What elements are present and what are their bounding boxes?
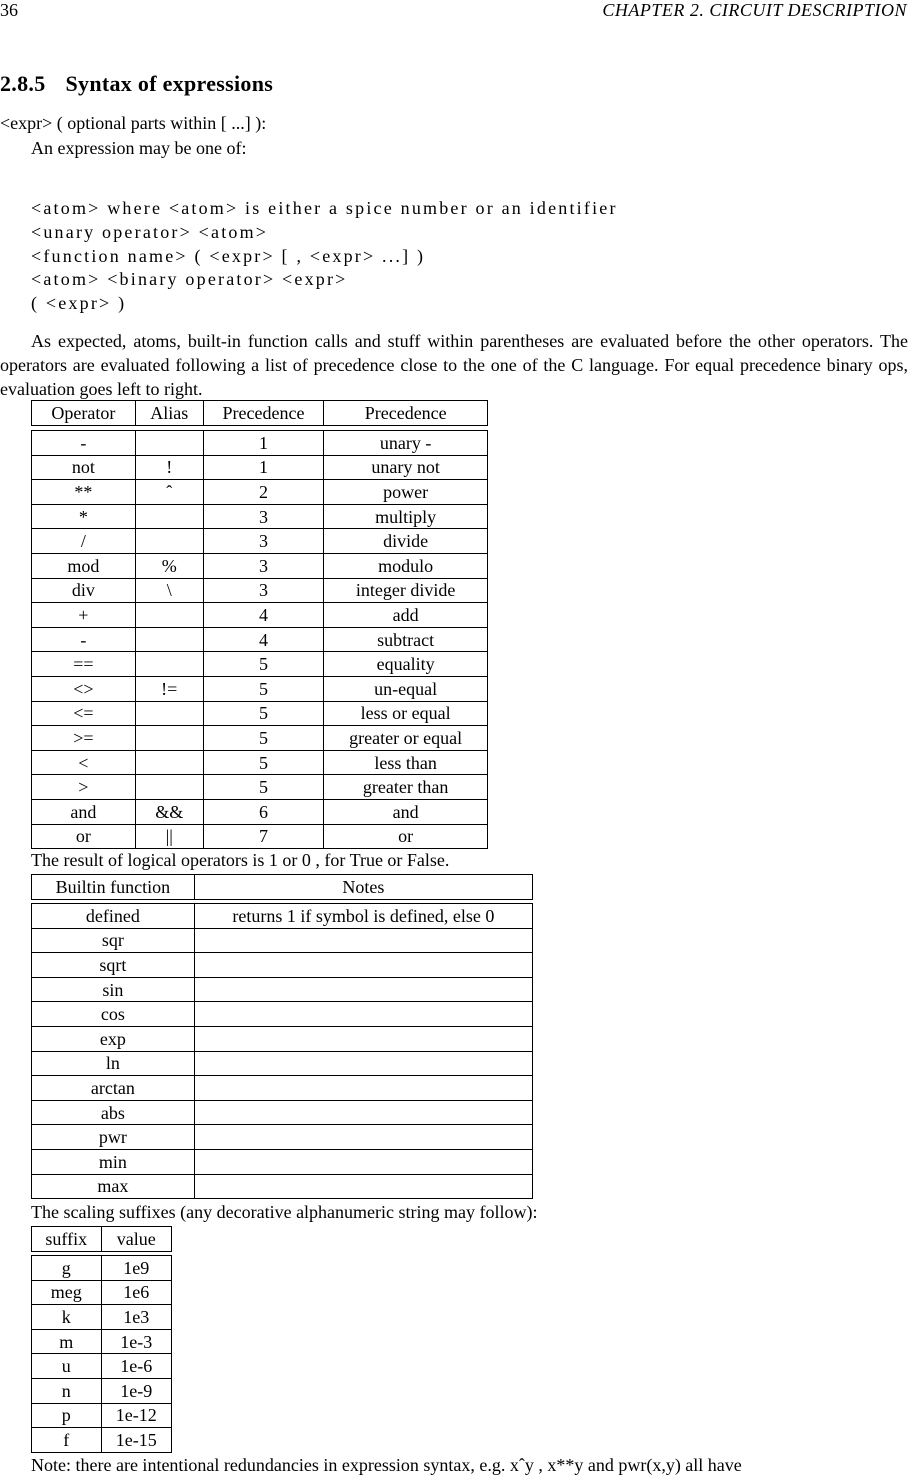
operator-cell: < — [32, 750, 136, 775]
final-note: Note: there are intentional redundancies in expression syntax, e.g. xˆy , x**y and pwr(x,y) all have — [31, 1455, 742, 1475]
function-notes-cell — [194, 1051, 532, 1076]
header-operator: Operator — [32, 401, 136, 426]
alias-cell — [135, 750, 203, 775]
operator-cell: <= — [32, 701, 136, 726]
table-row — [32, 928, 533, 953]
table-row — [32, 750, 488, 775]
table-row — [32, 455, 488, 480]
table-row — [32, 1378, 172, 1403]
body-paragraph — [0, 329, 908, 401]
section-heading — [0, 71, 273, 97]
description-cell: greater than — [324, 775, 488, 800]
table-row — [32, 701, 488, 726]
description-cell: greater or equal — [324, 726, 488, 751]
precedence-cell: 5 — [203, 750, 324, 775]
table-row — [32, 1076, 533, 1101]
description-cell: equality — [324, 652, 488, 677]
description-cell: power — [324, 480, 488, 505]
table-row — [32, 1026, 533, 1051]
intro-line-1: <expr> ( optional parts within [ ...] ): — [0, 113, 267, 133]
chapter-header: CHAPTER 2. CIRCUIT DESCRIPTION — [602, 0, 907, 20]
header-notes: Notes — [194, 875, 532, 900]
table-row — [32, 578, 488, 603]
precedence-cell: 1 — [203, 455, 324, 480]
precedence-cell: 2 — [203, 480, 324, 505]
function-name-cell: abs — [32, 1100, 195, 1125]
header-value: value — [101, 1227, 171, 1252]
suffix-cell: m — [32, 1329, 102, 1354]
table-row — [32, 529, 488, 554]
precedence-cell: 5 — [203, 775, 324, 800]
precedence-cell: 5 — [203, 652, 324, 677]
table-row — [32, 953, 533, 978]
function-notes-cell — [194, 1026, 532, 1051]
header-builtin-function: Builtin function — [32, 875, 195, 900]
table-row — [32, 603, 488, 628]
value-cell: 1e-9 — [101, 1378, 171, 1403]
suffix-cell: n — [32, 1378, 102, 1403]
operator-cell: - — [32, 431, 136, 456]
function-name-cell: pwr — [32, 1125, 195, 1150]
function-name-cell: min — [32, 1149, 195, 1174]
table-row — [32, 480, 488, 505]
table-row — [32, 799, 488, 824]
precedence-cell: 3 — [203, 504, 324, 529]
description-cell: subtract — [324, 627, 488, 652]
function-name-cell: sin — [32, 977, 195, 1002]
alias-cell — [135, 726, 203, 751]
operator-cell: <> — [32, 676, 136, 701]
table-row — [32, 977, 533, 1002]
table-row — [32, 1403, 172, 1428]
paragraph-text: As expected, atoms, built-in function calls and stuff within parentheses are evaluated before the other operators. The operators are evaluated following a list of precedence close to the one of the C language. For equal precedence binary ops, evaluation goes left to right. — [0, 331, 908, 399]
alias-cell: \ — [135, 578, 203, 603]
value-cell: 1e-3 — [101, 1329, 171, 1354]
function-table — [31, 903, 533, 1199]
description-cell: integer divide — [324, 578, 488, 603]
table-row — [32, 1174, 533, 1199]
description-cell: divide — [324, 529, 488, 554]
alias-cell — [135, 701, 203, 726]
header-suffix: suffix — [32, 1227, 102, 1252]
operator-cell: ** — [32, 480, 136, 505]
suffix-cell: k — [32, 1305, 102, 1330]
precedence-cell: 3 — [203, 553, 324, 578]
description-cell: or — [324, 824, 488, 849]
section-number: 2.8.5 — [0, 71, 46, 96]
function-name-cell: sqrt — [32, 953, 195, 978]
section-title: Syntax of expressions — [65, 71, 274, 96]
description-cell: unary - — [324, 431, 488, 456]
header-description: Precedence — [324, 401, 488, 426]
precedence-cell: 6 — [203, 799, 324, 824]
function-notes-cell — [194, 977, 532, 1002]
function-notes-cell — [194, 1076, 532, 1101]
value-cell: 1e3 — [101, 1305, 171, 1330]
table-row — [32, 904, 533, 929]
operator-table-header — [31, 400, 488, 426]
precedence-cell: 4 — [203, 603, 324, 628]
table-row — [32, 1125, 533, 1150]
suffix-cell: meg — [32, 1280, 102, 1305]
intro-line-2: An expression may be one of: — [31, 138, 247, 158]
precedence-cell: 7 — [203, 824, 324, 849]
grammar-line: <function name> ( <expr> [ , <expr> ...] ) — [31, 246, 426, 266]
function-notes-cell — [194, 928, 532, 953]
table-row — [32, 1305, 172, 1330]
suffix-intro: The scaling suffixes (any decorative alphanumeric string may follow): — [31, 1202, 538, 1222]
operator-table — [31, 430, 488, 849]
operator-cell: not — [32, 455, 136, 480]
operator-cell: and — [32, 799, 136, 824]
table-row — [32, 1329, 172, 1354]
function-notes-cell — [194, 1149, 532, 1174]
description-cell: modulo — [324, 553, 488, 578]
alias-cell — [135, 504, 203, 529]
precedence-cell: 3 — [203, 529, 324, 554]
page-number: 36 — [0, 0, 18, 20]
function-name-cell: sqr — [32, 928, 195, 953]
function-table-header — [31, 874, 533, 900]
suffix-cell: u — [32, 1354, 102, 1379]
description-cell: multiply — [324, 504, 488, 529]
alias-cell — [135, 652, 203, 677]
description-cell: un-equal — [324, 676, 488, 701]
precedence-cell: 5 — [203, 676, 324, 701]
operator-cell: >= — [32, 726, 136, 751]
table-row — [32, 1280, 172, 1305]
precedence-cell: 1 — [203, 431, 324, 456]
table-row — [32, 553, 488, 578]
table-row — [32, 627, 488, 652]
operator-cell: == — [32, 652, 136, 677]
operator-cell: * — [32, 504, 136, 529]
table-row — [32, 775, 488, 800]
table-row — [32, 1100, 533, 1125]
precedence-cell: 4 — [203, 627, 324, 652]
description-cell: less or equal — [324, 701, 488, 726]
function-name-cell: cos — [32, 1002, 195, 1027]
suffix-table — [31, 1255, 172, 1453]
operator-cell: mod — [32, 553, 136, 578]
operator-cell: / — [32, 529, 136, 554]
table-row — [32, 824, 488, 849]
value-cell: 1e-15 — [101, 1428, 171, 1453]
function-notes-cell — [194, 1100, 532, 1125]
table-row — [32, 1149, 533, 1174]
table-row — [32, 1051, 533, 1076]
alias-cell: % — [135, 553, 203, 578]
function-name-cell: max — [32, 1174, 195, 1199]
description-cell: and — [324, 799, 488, 824]
value-cell: 1e9 — [101, 1256, 171, 1281]
table-row — [32, 676, 488, 701]
logic-note: The result of logical operators is 1 or 0 , for True or False. — [31, 850, 450, 870]
table-row — [32, 726, 488, 751]
function-name-cell: arctan — [32, 1076, 195, 1101]
header-precedence: Precedence — [203, 401, 324, 426]
precedence-cell: 5 — [203, 726, 324, 751]
value-cell: 1e6 — [101, 1280, 171, 1305]
table-row — [32, 652, 488, 677]
table-row — [32, 1354, 172, 1379]
operator-cell: div — [32, 578, 136, 603]
alias-cell: && — [135, 799, 203, 824]
function-notes-cell — [194, 1125, 532, 1150]
function-name-cell: ln — [32, 1051, 195, 1076]
alias-cell — [135, 775, 203, 800]
grammar-line: <unary operator> <atom> — [31, 222, 269, 242]
operator-cell: - — [32, 627, 136, 652]
alias-cell: || — [135, 824, 203, 849]
precedence-cell: 3 — [203, 578, 324, 603]
alias-cell — [135, 529, 203, 554]
function-notes-cell — [194, 953, 532, 978]
function-notes-cell — [194, 1002, 532, 1027]
function-name-cell: exp — [32, 1026, 195, 1051]
description-cell: less than — [324, 750, 488, 775]
grammar-line: ( <expr> ) — [31, 293, 127, 313]
table-row — [32, 1428, 172, 1453]
function-notes-cell: returns 1 if symbol is defined, else 0 — [194, 904, 532, 929]
function-notes-cell — [194, 1174, 532, 1199]
suffix-cell: p — [32, 1403, 102, 1428]
alias-cell — [135, 627, 203, 652]
table-row — [32, 1002, 533, 1027]
table-row — [32, 504, 488, 529]
description-cell: add — [324, 603, 488, 628]
alias-cell — [135, 431, 203, 456]
operator-cell: or — [32, 824, 136, 849]
alias-cell: ! — [135, 455, 203, 480]
function-name-cell: defined — [32, 904, 195, 929]
alias-cell: != — [135, 676, 203, 701]
precedence-cell: 5 — [203, 701, 324, 726]
grammar-line: <atom> where <atom> is either a spice number or an identifier — [31, 198, 618, 218]
suffix-cell: f — [32, 1428, 102, 1453]
value-cell: 1e-12 — [101, 1403, 171, 1428]
operator-cell: + — [32, 603, 136, 628]
grammar-line: <atom> <binary operator> <expr> — [31, 269, 348, 289]
header-alias: Alias — [135, 401, 203, 426]
suffix-table-header — [31, 1226, 172, 1252]
suffix-cell: g — [32, 1256, 102, 1281]
table-row — [32, 431, 488, 456]
value-cell: 1e-6 — [101, 1354, 171, 1379]
table-row — [32, 1256, 172, 1281]
alias-cell: ˆ — [135, 480, 203, 505]
description-cell: unary not — [324, 455, 488, 480]
operator-cell: > — [32, 775, 136, 800]
alias-cell — [135, 603, 203, 628]
